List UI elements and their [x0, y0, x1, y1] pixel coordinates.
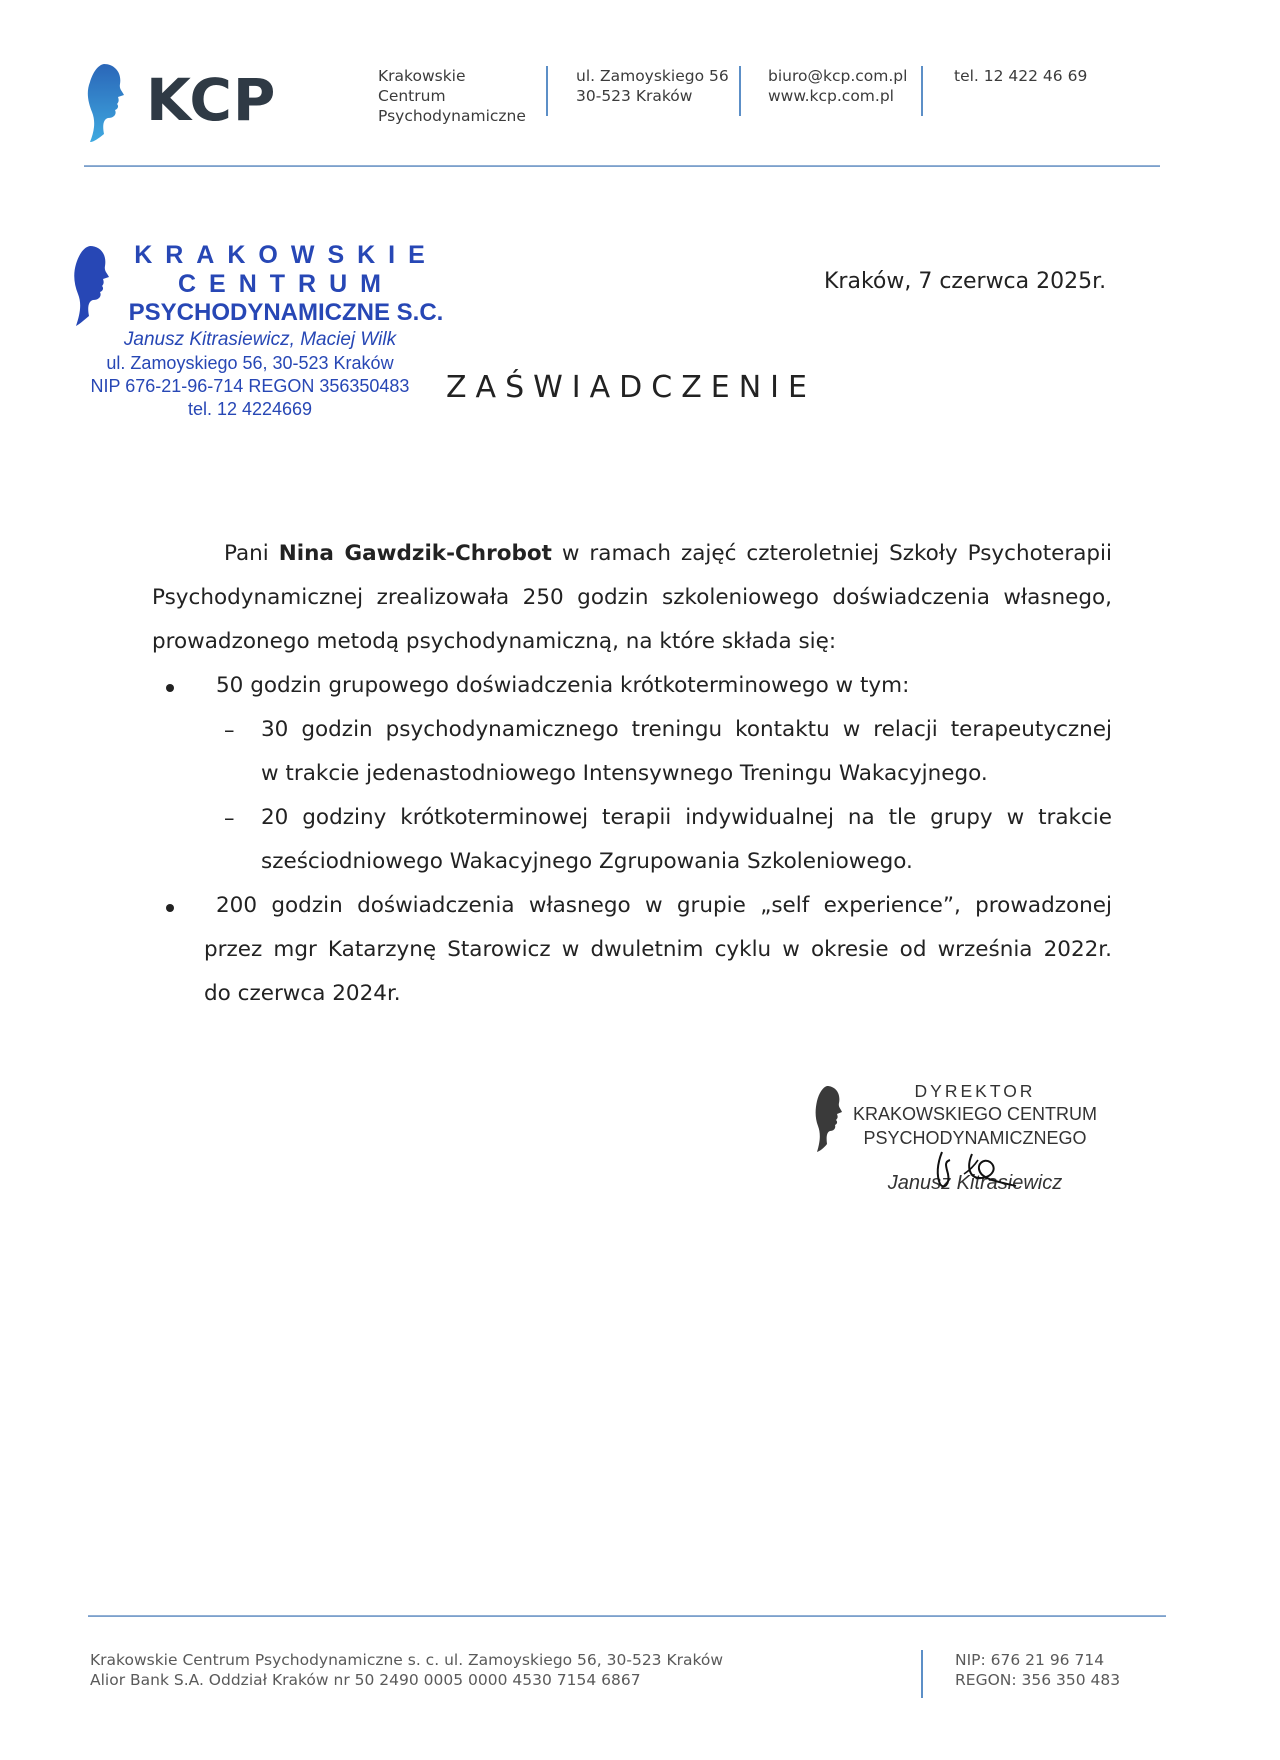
sub-item-text: w trakcie jedenastodniowego Intensywnego Treningu Wakacyjnego. — [261, 761, 988, 786]
list-item — [152, 884, 1112, 1016]
header-phone: tel. 12 422 46 69 — [954, 67, 1088, 85]
person-name: Nina Gawdzik-Chrobot — [278, 541, 552, 566]
signature-line: DYREKTOR — [914, 1081, 1036, 1101]
footer-rule — [88, 1615, 1166, 1617]
stamp-line: ul. Zamoyskiego 56, 30-523 Kraków — [106, 353, 394, 373]
bullet-text: 50 godzin grupowego doświadczenia krótkoterminowego w tym: — [216, 673, 910, 698]
kcp-logo — [84, 60, 284, 145]
org-line: Psychodynamiczne — [378, 107, 526, 125]
website-link[interactable]: www.kcp.com.pl — [768, 87, 894, 105]
address-line: 30-523 Kraków — [576, 87, 693, 105]
intro-line — [152, 532, 1112, 576]
bullet-text: do czerwca 2024r. — [204, 981, 401, 1006]
address-line: ul. Zamoyskiego 56 — [576, 67, 729, 85]
stamp-line: Janusz Kitrasiewicz, Maciej Wilk — [123, 329, 397, 350]
footer-registration — [955, 1650, 1120, 1690]
header-divider — [739, 66, 741, 116]
list-item — [152, 664, 1112, 708]
head-profile-icon — [84, 62, 128, 144]
footer-line: Alior Bank S.A. Oddział Kraków nr 50 2490 0005 0000 4530 7154 6867 — [90, 1671, 641, 1689]
header-divider — [546, 66, 548, 116]
header-org-name — [378, 66, 526, 126]
sub-item-text: 30 godzin psychodynamicznego treningu kontaktu w relacji terapeutycznej — [261, 717, 1112, 742]
stamp-line: NIP 676-21-96-714 REGON 356350483 — [90, 376, 410, 396]
intro-rest: w ramach zajęć czteroletniej Szkoły Psychoterapii — [551, 541, 1113, 566]
signatory-name: Janusz Kitrasiewicz — [887, 1172, 1063, 1194]
intro-line: prowadzonego metodą psychodynamiczną, na które składa się: — [152, 629, 837, 654]
email-link[interactable]: biuro@kcp.com.pl — [768, 67, 908, 85]
bullet-text: przez mgr Katarzynę Starowicz w dwuletnim cyklu w okresie od września 2022r. — [204, 937, 1112, 962]
signature-stamp — [810, 1080, 1110, 1210]
footer-company-info — [90, 1650, 723, 1690]
org-line: Krakowskie — [378, 67, 466, 85]
org-line: Centrum — [378, 87, 446, 105]
footer-nip: NIP: 676 21 96 714 — [955, 1651, 1105, 1669]
header-contact — [768, 66, 907, 106]
footer-line: Krakowskie Centrum Psychodynamiczne s. c. ul. Zamoyskiego 56, 30-523 Kraków — [90, 1651, 724, 1669]
header-address — [576, 66, 729, 106]
stamp-line: tel. 12 4224669 — [187, 399, 313, 419]
sub-list-item — [152, 796, 1112, 884]
document-body — [152, 532, 1112, 1016]
bullet-text: 200 godzin doświadczenia własnego w grupie „self experience”, prowadzonej — [216, 893, 1112, 918]
header-divider — [921, 66, 923, 116]
footer-regon: REGON: 356 350 483 — [955, 1671, 1121, 1689]
dash-icon: – — [224, 806, 235, 830]
company-stamp — [70, 240, 450, 420]
bullet-icon — [166, 684, 174, 692]
intro-line: Psychodynamicznej zrealizowała 250 godzin szkoleniowego doświadczenia własnego, — [152, 585, 1112, 610]
bullet-icon — [166, 904, 174, 912]
stamp-line: CENTRUM — [178, 270, 394, 298]
sub-list-item — [152, 708, 1112, 796]
stamp-line: PSYCHODYNAMICZNE S.C. — [128, 299, 444, 326]
footer-divider — [921, 1650, 923, 1698]
dash-icon: – — [224, 718, 235, 742]
sub-item-text: 20 godziny krótkoterminowej terapii indywidualnej na tle grupy w trakcie — [261, 805, 1112, 830]
signature-line: PSYCHODYNAMICZNEGO — [863, 1128, 1087, 1148]
brand-logo-text: KCP — [146, 66, 277, 134]
sub-item-text: sześciodniowego Wakacyjnego Zgrupowania Szkoleniowego. — [261, 849, 913, 874]
document-title: ZAŚWIADCZENIE — [446, 370, 816, 405]
signature-line: KRAKOWSKIEGO CENTRUM — [852, 1104, 1098, 1124]
place-date: Kraków, 7 czerwca 2025r. — [824, 269, 1107, 294]
stamp-line: KRAKOWSKIE — [134, 241, 438, 269]
intro-prefix: Pani — [224, 541, 279, 566]
handwritten-signature — [920, 1144, 1040, 1204]
header-rule — [84, 165, 1160, 167]
